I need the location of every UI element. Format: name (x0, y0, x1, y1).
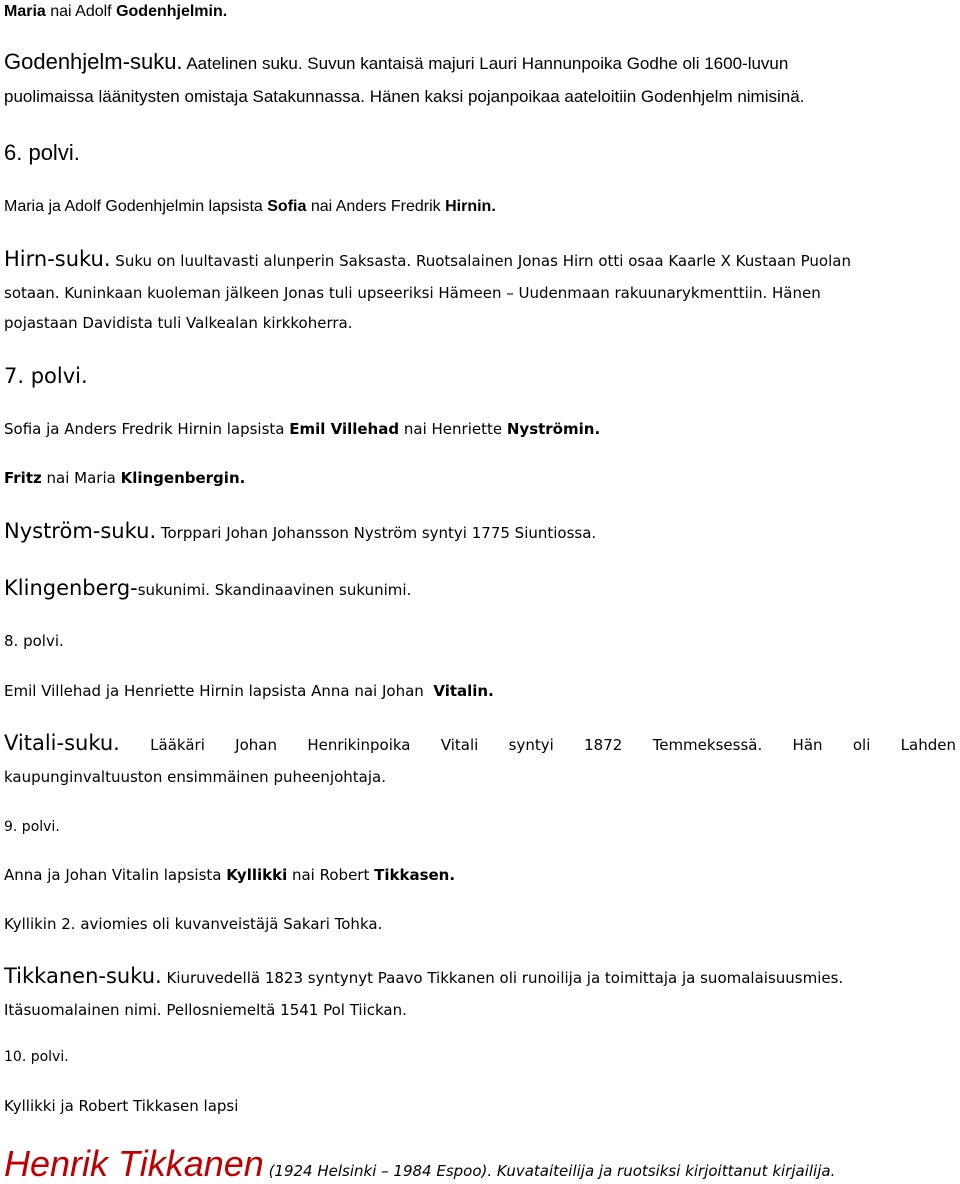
line-kyllikki-2-aviomies: Kyllikin 2. aviomies oli kuvanveistäjä Sakari Tohka. (4, 915, 383, 933)
heading-6-polvi: 6. polvi. (4, 140, 80, 165)
line-tikkanen-cont: Itäsuomalainen nimi. Pellosniemeltä 1541 Pol Tiickan. (4, 1001, 407, 1019)
line-klingenberg: Klingenberg-sukunimi. Skandinaavinen sukunimi. (4, 576, 412, 600)
heading-8-polvi: 8. polvi. (4, 632, 64, 650)
heading-10-polvi: 10. polvi. (4, 1049, 69, 1065)
line-lapsi: Kyllikki ja Robert Tikkasen lapsi (4, 1097, 239, 1115)
line-vitali-suku: Vitali-suku. Lääkäri Johan Henrikinpoika Vitali syntyi 1872 Temmeksessä. Hän oli Lahden (4, 731, 956, 755)
line-hirn-cont2: pojastaan Davidista tuli Valkealan kirkkoherra. (4, 314, 353, 332)
line-henrik-tikkanen: Henrik Tikkanen (1924 Helsinki – 1984 Espoo). Kuvataiteilija ja ruotsiksi kirjoittanut kirjailija. (4, 1143, 836, 1184)
line-nystrom-suku: Nyström-suku. Torppari Johan Johansson Nyström syntyi 1775 Siuntiossa. (4, 519, 597, 543)
line-maria-adolf: Maria nai Adolf Godenhjelmin. (4, 3, 228, 20)
heading-9-polvi: 9. polvi. (4, 819, 60, 835)
line-emil-villehad: Sofia ja Anders Fredrik Hirnin lapsista Emil Villehad nai Henriette Nyströmin. (4, 420, 601, 438)
line-tikkanen-suku: Tikkanen-suku. Kiuruvedellä 1823 syntynyt Paavo Tikkanen oli runoilija ja toimittaja ja suomalaisuusmies. (4, 964, 844, 988)
line-godenhjelm-cont: puolimaissa läänitysten omistaja Satakunnassa. Hänen kaksi pojanpoikaa aateloitiin Godenhjelm nimisinä. (4, 87, 805, 106)
line-fritz: Fritz nai Maria Klingenbergin. (4, 469, 246, 487)
line-anna-johan: Emil Villehad ja Henriette Hirnin lapsista Anna nai Johan Vitalin. (4, 682, 494, 700)
heading-7-polvi: 7. polvi. (4, 364, 88, 388)
line-vitali-cont: kaupunginvaltuuston ensimmäinen puheenjohtaja. (4, 768, 386, 786)
line-kyllikki: Anna ja Johan Vitalin lapsista Kyllikki nai Robert Tikkasen. (4, 866, 456, 884)
line-hirn-cont1: sotaan. Kuninkaan kuoleman jälkeen Jonas tuli upseeriksi Hämeen – Uudenmaan rakuunarykmenttiin. Hänen (4, 284, 821, 302)
line-sofia-anders: Maria ja Adolf Godenhjelmin lapsista Sofia nai Anders Fredrik Hirnin. (4, 198, 496, 215)
line-hirn-suku: Hirn-suku. Suku on luultavasti alunperin Saksasta. Ruotsalainen Jonas Hirn otti osaa Kaarle X Kustaan Puolan (4, 247, 851, 271)
line-godenhjelm-suku: Godenhjelm-suku. Aatelinen suku. Suvun kantaisä majuri Lauri Hannunpoika Godhe oli 1600-luvun (4, 49, 789, 74)
